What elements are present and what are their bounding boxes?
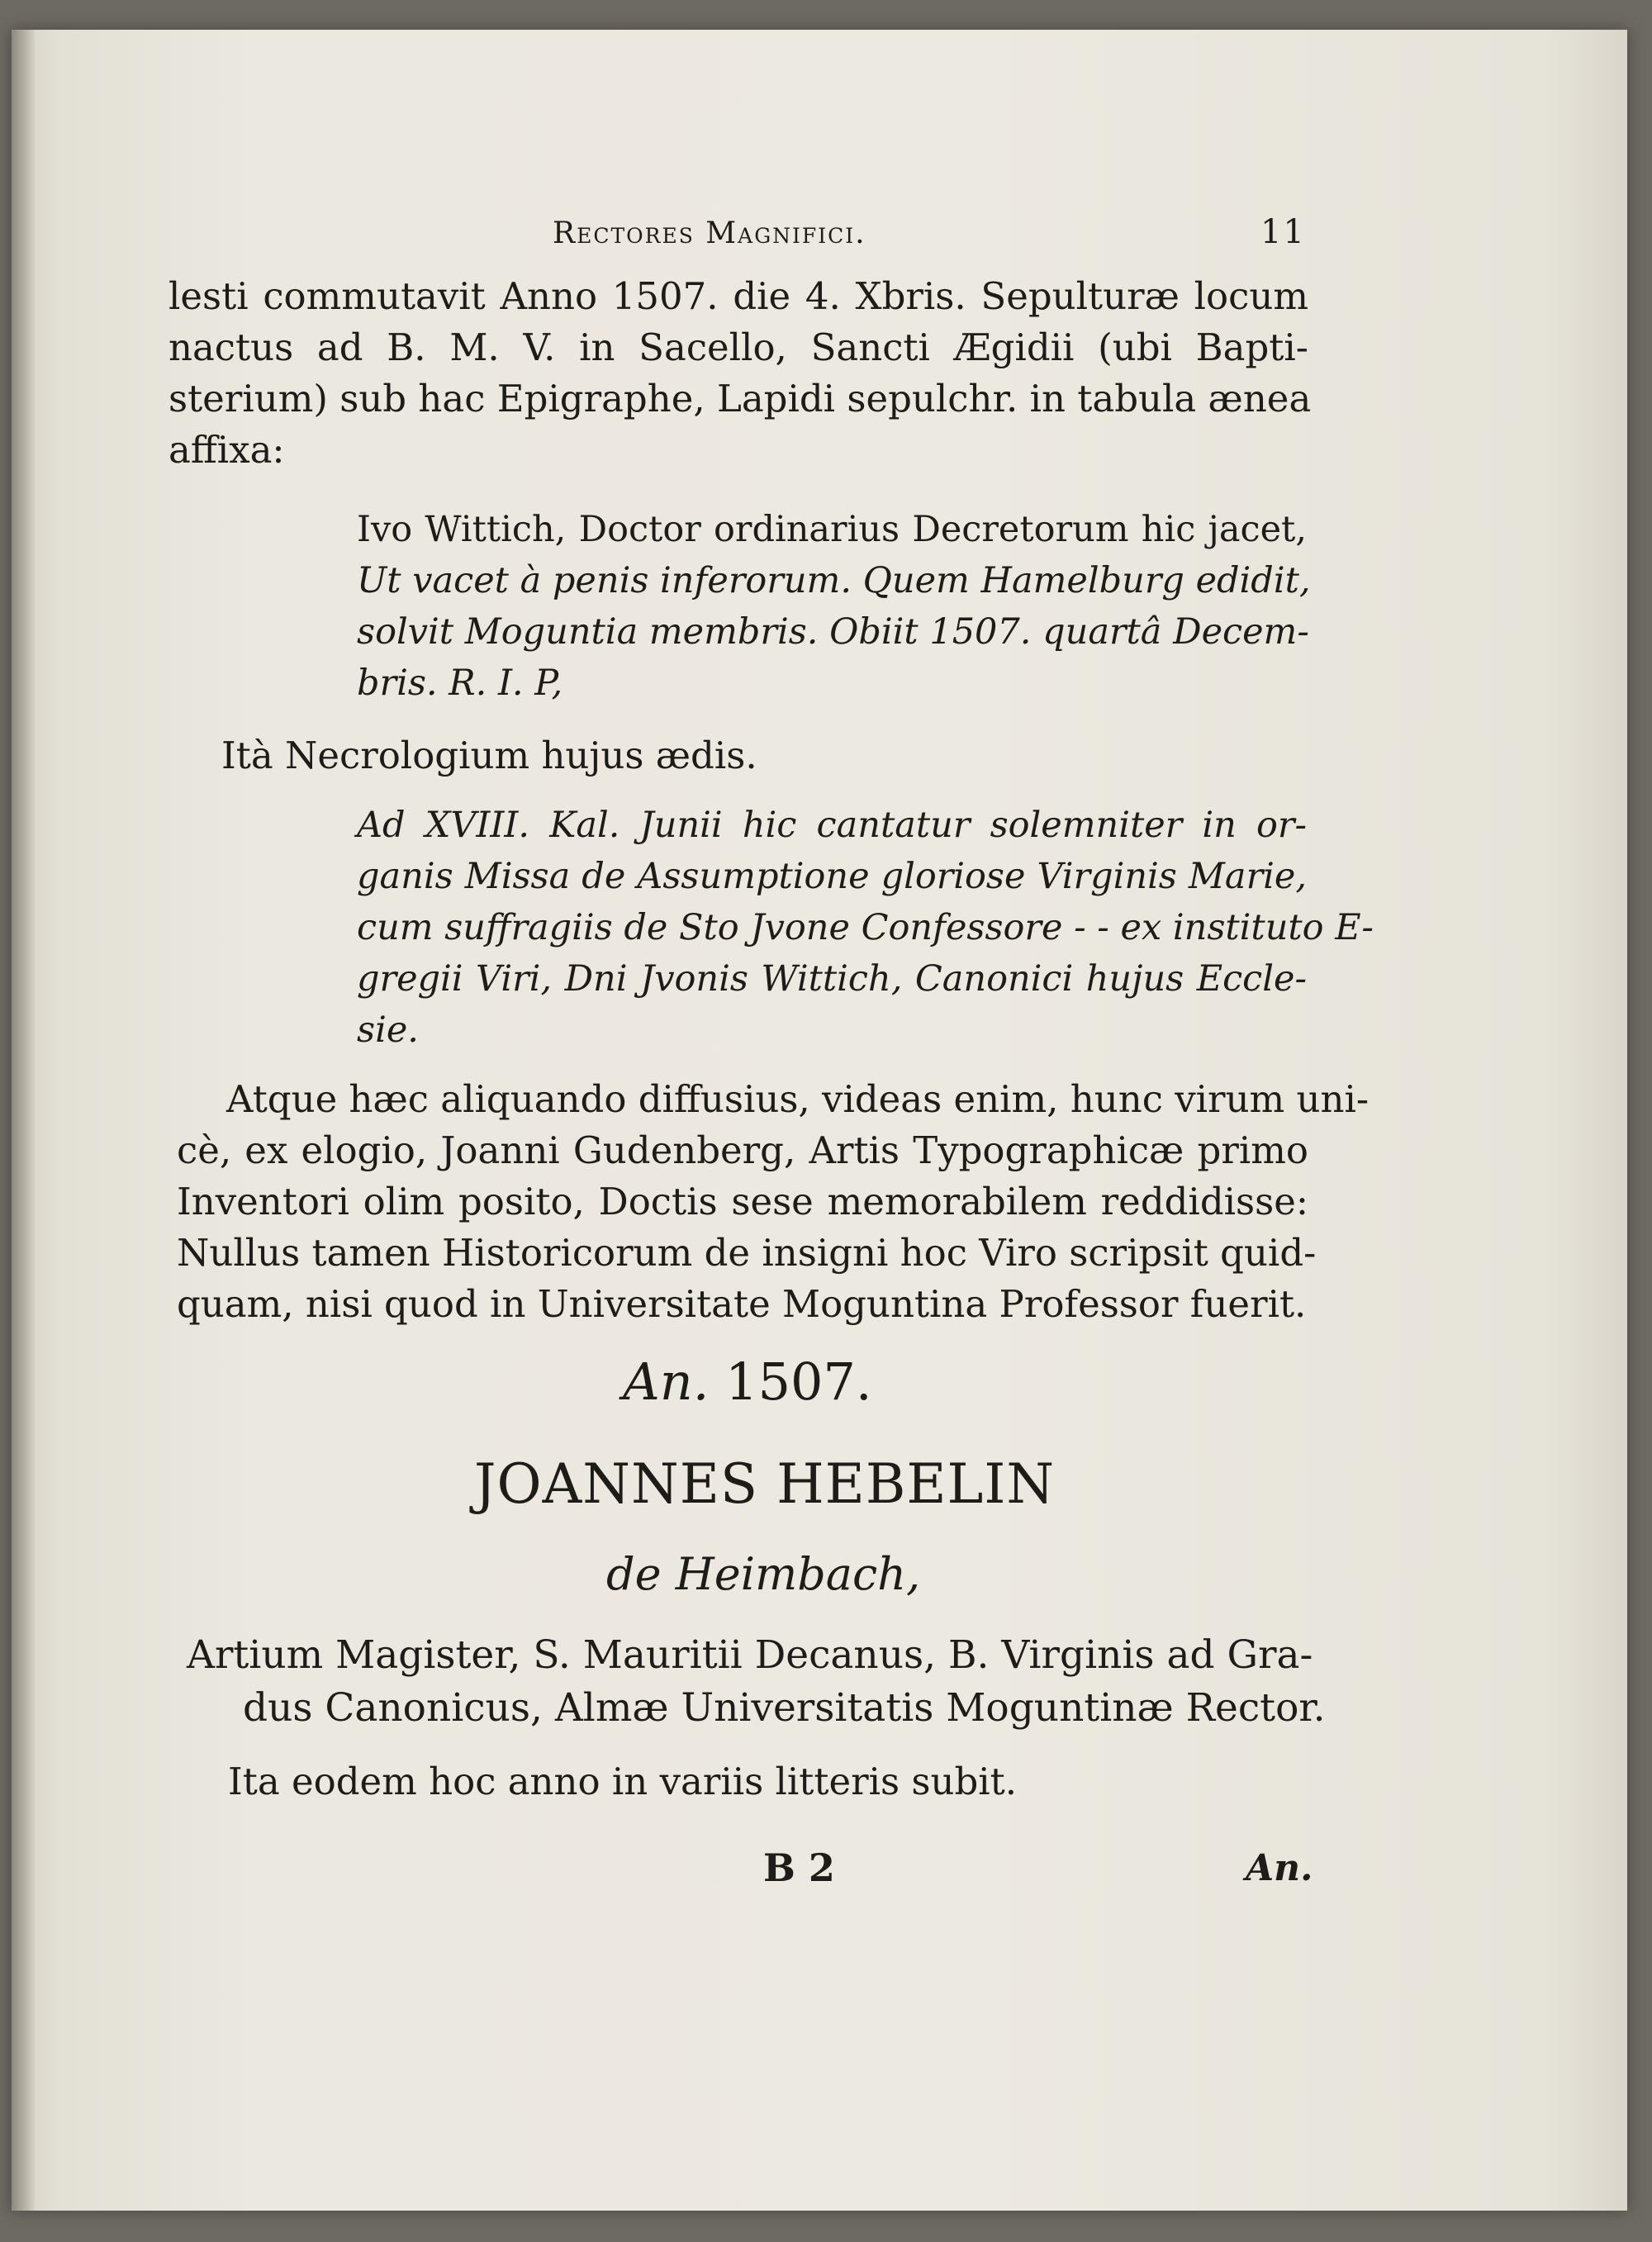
paragraph-line: Atque hæc aliquando diffusius, videas enim, hunc virum uni- — [226, 1077, 1370, 1121]
paragraph-line: nactus ad B. M. V. in Sacello, Sancti Ægidii (ubi Bapti- — [169, 325, 1308, 369]
epitaph-line: Ivo Wittich, Doctor ordinarius Decretorum hic jacet, — [357, 509, 1307, 550]
book-spine-edge — [12, 30, 35, 2211]
necrology-intro: Ità Necrologium hujus ædis. — [221, 734, 757, 777]
page-number: 11 — [1260, 213, 1306, 251]
necrology-line: Ad XVIII. Kal. Junii hic cantatur solemniter in or- — [357, 805, 1307, 846]
necrology-line: sie. — [357, 1009, 419, 1051]
year-value: 1507. — [725, 1351, 872, 1412]
necrology-line: cum suffragiis de Sto Jvone Confessore - - ex instituto E- — [357, 907, 1374, 948]
rector-titles-line: dus Canonicus, Almæ Universitatis Moguntinæ Rector. — [243, 1685, 1326, 1731]
rector-note: Ita eodem hoc anno in variis litteris subit. — [228, 1760, 1018, 1803]
epitaph-line: solvit Moguntia membris. Obiit 1507. quartâ Decem- — [357, 611, 1309, 653]
paragraph-line: sterium) sub hac Epigraphe, Lapidi sepulchr. in tabula ænea — [169, 377, 1312, 420]
paragraph-line: Nullus tamen Historicorum de insigni hoc Viro scripsit quid- — [177, 1231, 1317, 1275]
epitaph-line: bris. R. I. P, — [357, 663, 563, 704]
necrology-line: ganis Missa de Assumptione gloriose Virginis Marie, — [357, 856, 1307, 897]
rector-name: JOANNES HEBELIN — [474, 1452, 1056, 1516]
paragraph-line: affixa: — [169, 428, 285, 472]
rector-titles-line: Artium Magister, S. Mauritii Decanus, B. Virginis ad Gra- — [187, 1632, 1313, 1678]
necrology-line: gregii Viri, Dni Jvonis Wittich, Canonici hujus Eccle- — [357, 958, 1307, 1000]
epitaph-line: Ut vacet à penis inferorum. Quem Hamelburg edidit, — [357, 560, 1311, 601]
running-title: Rectores Magnifici. — [553, 216, 866, 250]
year-heading — [623, 1351, 872, 1412]
rector-origin: de Heimbach, — [606, 1548, 921, 1600]
paragraph-line: quam, nisi quod in Universitate Moguntina Professor fuerit. — [177, 1282, 1307, 1326]
signature-mark: B 2 — [763, 1845, 835, 1890]
year-prefix: An. — [623, 1351, 710, 1412]
paragraph-line: lesti commutavit Anno 1507. die 4. Xbris. Sepulturæ locum — [169, 274, 1308, 318]
book-page — [12, 30, 1627, 2211]
catchword: An. — [1246, 1847, 1313, 1889]
paragraph-line: Inventori olim posito, Doctis sese memorabilem reddidisse: — [177, 1180, 1308, 1223]
paragraph-line: cè, ex elogio, Joanni Gudenberg, Artis Typographicæ primo — [177, 1128, 1308, 1172]
